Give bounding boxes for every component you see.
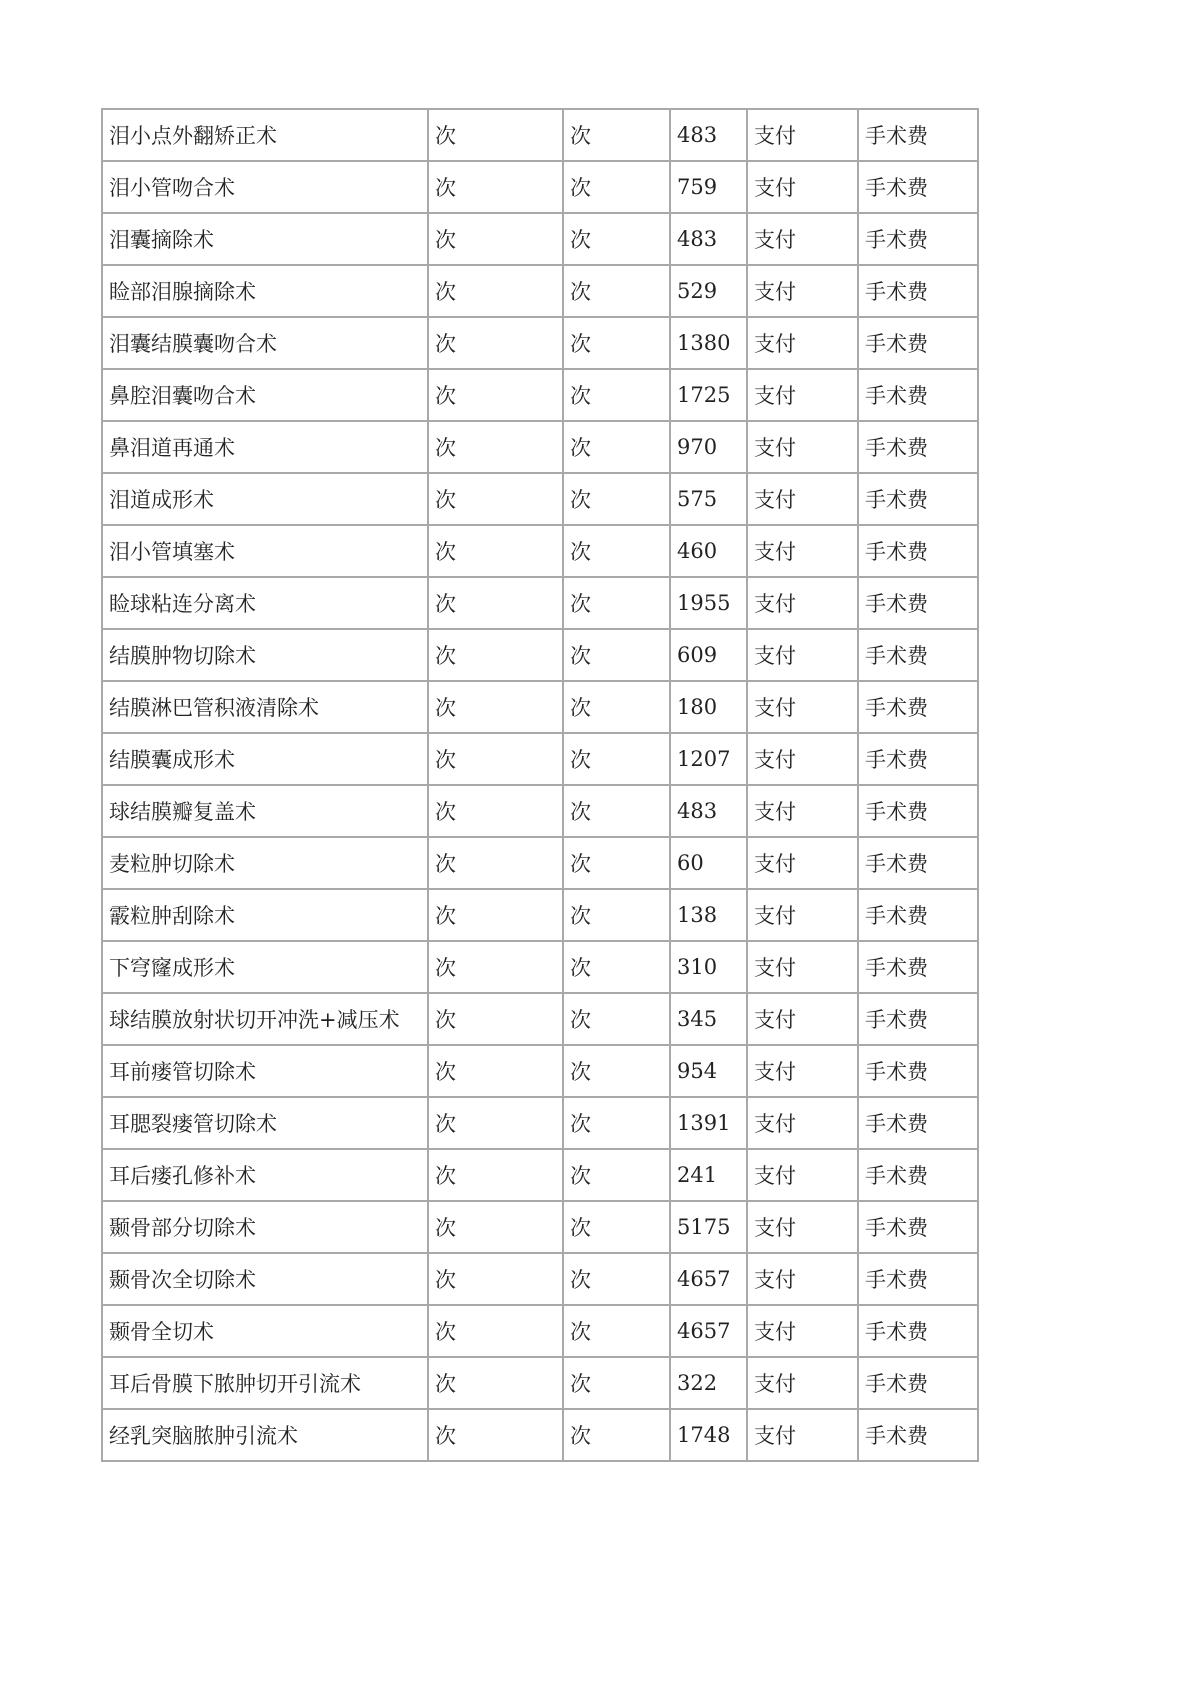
category-cell: 手术费: [858, 161, 978, 213]
category-cell: 手术费: [858, 577, 978, 629]
unit-cell: 次: [428, 1253, 563, 1305]
price-cell: 460: [670, 525, 747, 577]
payment-type-cell: 支付: [747, 421, 858, 473]
table-row: [102, 681, 978, 733]
payment-type-cell: 支付: [747, 161, 858, 213]
item-name-cell: 鼻腔泪囊吻合术: [102, 369, 428, 421]
billing-unit-cell: 次: [563, 421, 670, 473]
price-cell: 322: [670, 1357, 747, 1409]
table-row: [102, 889, 978, 941]
billing-unit-cell: 次: [563, 733, 670, 785]
table-row: [102, 1305, 978, 1357]
table-row: [102, 785, 978, 837]
unit-cell: 次: [428, 525, 563, 577]
unit-cell: 次: [428, 1045, 563, 1097]
category-cell: 手术费: [858, 1149, 978, 1201]
table-row: [102, 525, 978, 577]
payment-type-cell: 支付: [747, 1305, 858, 1357]
category-cell: 手术费: [858, 1357, 978, 1409]
category-cell: 手术费: [858, 1305, 978, 1357]
payment-type-cell: 支付: [747, 265, 858, 317]
unit-cell: 次: [428, 1409, 563, 1461]
billing-unit-cell: 次: [563, 889, 670, 941]
item-name-cell: 泪小管填塞术: [102, 525, 428, 577]
category-cell: 手术费: [858, 993, 978, 1045]
item-name-cell: 颞骨次全切除术: [102, 1253, 428, 1305]
category-cell: 手术费: [858, 317, 978, 369]
unit-cell: 次: [428, 1305, 563, 1357]
payment-type-cell: 支付: [747, 1253, 858, 1305]
unit-cell: 次: [428, 837, 563, 889]
billing-unit-cell: 次: [563, 265, 670, 317]
category-cell: 手术费: [858, 1045, 978, 1097]
item-name-cell: 颞骨部分切除术: [102, 1201, 428, 1253]
unit-cell: 次: [428, 213, 563, 265]
unit-cell: 次: [428, 317, 563, 369]
item-name-cell: 经乳突脑脓肿引流术: [102, 1409, 428, 1461]
price-cell: 575: [670, 473, 747, 525]
category-cell: 手术费: [858, 421, 978, 473]
price-cell: 1725: [670, 369, 747, 421]
table-row: [102, 1201, 978, 1253]
billing-unit-cell: 次: [563, 577, 670, 629]
billing-unit-cell: 次: [563, 1409, 670, 1461]
unit-cell: 次: [428, 265, 563, 317]
price-cell: 4657: [670, 1305, 747, 1357]
item-name-cell: 鼻泪道再通术: [102, 421, 428, 473]
table-row: [102, 1253, 978, 1305]
billing-unit-cell: 次: [563, 317, 670, 369]
billing-unit-cell: 次: [563, 681, 670, 733]
item-name-cell: 耳前瘘管切除术: [102, 1045, 428, 1097]
table-row: [102, 473, 978, 525]
item-name-cell: 霰粒肿刮除术: [102, 889, 428, 941]
billing-unit-cell: 次: [563, 1149, 670, 1201]
price-cell: 483: [670, 213, 747, 265]
payment-type-cell: 支付: [747, 629, 858, 681]
item-name-cell: 睑球粘连分离术: [102, 577, 428, 629]
table-row: [102, 213, 978, 265]
unit-cell: 次: [428, 785, 563, 837]
category-cell: 手术费: [858, 473, 978, 525]
category-cell: 手术费: [858, 1097, 978, 1149]
category-cell: 手术费: [858, 681, 978, 733]
payment-type-cell: 支付: [747, 317, 858, 369]
payment-type-cell: 支付: [747, 577, 858, 629]
item-name-cell: 球结膜瓣复盖术: [102, 785, 428, 837]
unit-cell: 次: [428, 421, 563, 473]
item-name-cell: 麦粒肿切除术: [102, 837, 428, 889]
category-cell: 手术费: [858, 1253, 978, 1305]
billing-unit-cell: 次: [563, 369, 670, 421]
category-cell: 手术费: [858, 785, 978, 837]
category-cell: 手术费: [858, 629, 978, 681]
unit-cell: 次: [428, 629, 563, 681]
item-name-cell: 结膜肿物切除术: [102, 629, 428, 681]
billing-unit-cell: 次: [563, 161, 670, 213]
table-row: [102, 317, 978, 369]
billing-unit-cell: 次: [563, 1045, 670, 1097]
billing-unit-cell: 次: [563, 1305, 670, 1357]
price-cell: 138: [670, 889, 747, 941]
item-name-cell: 泪小管吻合术: [102, 161, 428, 213]
billing-unit-cell: 次: [563, 993, 670, 1045]
payment-type-cell: 支付: [747, 1045, 858, 1097]
billing-unit-cell: 次: [563, 213, 670, 265]
item-name-cell: 下穹窿成形术: [102, 941, 428, 993]
table-row: [102, 1149, 978, 1201]
item-name-cell: 睑部泪腺摘除术: [102, 265, 428, 317]
unit-cell: 次: [428, 681, 563, 733]
table-row: [102, 577, 978, 629]
table-row: [102, 733, 978, 785]
billing-unit-cell: 次: [563, 629, 670, 681]
billing-unit-cell: 次: [563, 1097, 670, 1149]
category-cell: 手术费: [858, 1409, 978, 1461]
price-cell: 1391: [670, 1097, 747, 1149]
table-row: [102, 161, 978, 213]
unit-cell: 次: [428, 889, 563, 941]
payment-type-cell: 支付: [747, 681, 858, 733]
item-name-cell: 颞骨全切术: [102, 1305, 428, 1357]
unit-cell: 次: [428, 1097, 563, 1149]
item-name-cell: 球结膜放射状切开冲洗+减压术: [102, 993, 428, 1045]
category-cell: 手术费: [858, 369, 978, 421]
price-cell: 1748: [670, 1409, 747, 1461]
payment-type-cell: 支付: [747, 1357, 858, 1409]
item-name-cell: 结膜淋巴管积液清除术: [102, 681, 428, 733]
price-cell: 1207: [670, 733, 747, 785]
unit-cell: 次: [428, 733, 563, 785]
payment-type-cell: 支付: [747, 473, 858, 525]
table-row: [102, 837, 978, 889]
table-row: [102, 109, 978, 161]
item-name-cell: 耳后骨膜下脓肿切开引流术: [102, 1357, 428, 1409]
unit-cell: 次: [428, 993, 563, 1045]
price-cell: 1955: [670, 577, 747, 629]
payment-type-cell: 支付: [747, 525, 858, 577]
price-cell: 5175: [670, 1201, 747, 1253]
table-row: [102, 369, 978, 421]
payment-type-cell: 支付: [747, 993, 858, 1045]
unit-cell: 次: [428, 1357, 563, 1409]
billing-unit-cell: 次: [563, 837, 670, 889]
payment-type-cell: 支付: [747, 213, 858, 265]
billing-unit-cell: 次: [563, 1201, 670, 1253]
fee-table-body: [102, 109, 978, 1461]
price-cell: 970: [670, 421, 747, 473]
item-name-cell: 泪道成形术: [102, 473, 428, 525]
item-name-cell: 耳腮裂瘘管切除术: [102, 1097, 428, 1149]
payment-type-cell: 支付: [747, 1409, 858, 1461]
unit-cell: 次: [428, 161, 563, 213]
billing-unit-cell: 次: [563, 1253, 670, 1305]
item-name-cell: 泪囊结膜囊吻合术: [102, 317, 428, 369]
payment-type-cell: 支付: [747, 837, 858, 889]
category-cell: 手术费: [858, 525, 978, 577]
price-cell: 483: [670, 785, 747, 837]
billing-unit-cell: 次: [563, 785, 670, 837]
payment-type-cell: 支付: [747, 369, 858, 421]
unit-cell: 次: [428, 1149, 563, 1201]
price-cell: 345: [670, 993, 747, 1045]
item-name-cell: 泪小点外翻矫正术: [102, 109, 428, 161]
unit-cell: 次: [428, 369, 563, 421]
table-row: [102, 1357, 978, 1409]
category-cell: 手术费: [858, 837, 978, 889]
item-name-cell: 结膜囊成形术: [102, 733, 428, 785]
price-cell: 954: [670, 1045, 747, 1097]
billing-unit-cell: 次: [563, 1357, 670, 1409]
table-row: [102, 1097, 978, 1149]
price-cell: 180: [670, 681, 747, 733]
item-name-cell: 泪囊摘除术: [102, 213, 428, 265]
payment-type-cell: 支付: [747, 1149, 858, 1201]
billing-unit-cell: 次: [563, 941, 670, 993]
table-row: [102, 1045, 978, 1097]
payment-type-cell: 支付: [747, 1097, 858, 1149]
fee-table: [101, 108, 979, 1462]
category-cell: 手术费: [858, 213, 978, 265]
price-cell: 483: [670, 109, 747, 161]
table-row: [102, 993, 978, 1045]
table-row: [102, 421, 978, 473]
category-cell: 手术费: [858, 109, 978, 161]
price-cell: 241: [670, 1149, 747, 1201]
category-cell: 手术费: [858, 265, 978, 317]
unit-cell: 次: [428, 109, 563, 161]
price-cell: 609: [670, 629, 747, 681]
billing-unit-cell: 次: [563, 525, 670, 577]
payment-type-cell: 支付: [747, 733, 858, 785]
price-cell: 60: [670, 837, 747, 889]
category-cell: 手术费: [858, 941, 978, 993]
unit-cell: 次: [428, 1201, 563, 1253]
payment-type-cell: 支付: [747, 785, 858, 837]
category-cell: 手术费: [858, 733, 978, 785]
billing-unit-cell: 次: [563, 109, 670, 161]
table-row: [102, 629, 978, 681]
price-cell: 759: [670, 161, 747, 213]
category-cell: 手术费: [858, 1201, 978, 1253]
table-row: [102, 941, 978, 993]
price-cell: 310: [670, 941, 747, 993]
item-name-cell: 耳后瘘孔修补术: [102, 1149, 428, 1201]
price-cell: 529: [670, 265, 747, 317]
unit-cell: 次: [428, 473, 563, 525]
price-cell: 4657: [670, 1253, 747, 1305]
unit-cell: 次: [428, 941, 563, 993]
table-row: [102, 1409, 978, 1461]
payment-type-cell: 支付: [747, 889, 858, 941]
unit-cell: 次: [428, 577, 563, 629]
billing-unit-cell: 次: [563, 473, 670, 525]
payment-type-cell: 支付: [747, 941, 858, 993]
category-cell: 手术费: [858, 889, 978, 941]
price-cell: 1380: [670, 317, 747, 369]
table-row: [102, 265, 978, 317]
payment-type-cell: 支付: [747, 1201, 858, 1253]
payment-type-cell: 支付: [747, 109, 858, 161]
